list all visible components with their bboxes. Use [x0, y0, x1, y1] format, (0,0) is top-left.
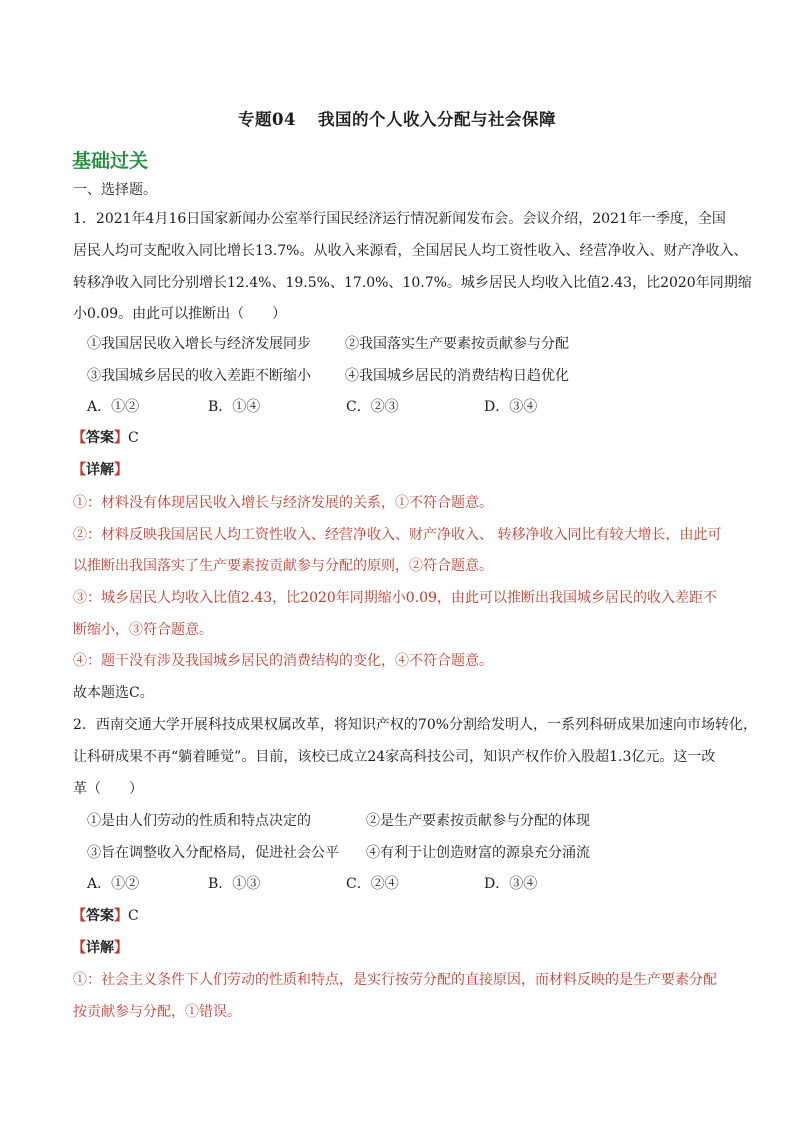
- q1-explain-1: ①：材料没有体现居民收入增长与经济发展的关系，①不符合题意。: [73, 495, 493, 511]
- q2-statement-2: ②是生产要素按贡献参与分配的体现: [366, 813, 590, 829]
- topic-code: 专题04: [238, 110, 296, 129]
- q2-answer-label: 答案: [86, 908, 114, 924]
- q1-statement-1: ①我国居民收入增长与经济发展同步: [87, 336, 311, 352]
- q1-option-d: D．③④: [484, 399, 538, 415]
- q2-option-b: B．①③: [208, 876, 261, 892]
- q1-explain-5: 断缩小，③符合题意。: [73, 622, 213, 638]
- q1-option-c: C．②③: [346, 399, 399, 415]
- q1-explain-6: ④：题干没有涉及我国城乡居民的消费结构的变化，④不符合题意。: [73, 653, 493, 669]
- q2-statement-4: ④有利于让创造财富的源泉充分涌流: [366, 845, 590, 861]
- q2-statement-1: ①是由人们劳动的性质和特点决定的: [87, 813, 311, 829]
- q2-stem-line-1: 2．西南交通大学开展科技成果权属改革，将知识产权的70%分割给发明人，一系列科研成果加速向市场转化，: [73, 717, 758, 733]
- q1-stem-line-2: 居民人均可支配收入同比增长13.7%。从收入来源看，全国居民人均工资性收入、经营净收入、财产净收入、: [73, 243, 748, 259]
- q2-detail: 【详解】: [72, 940, 128, 956]
- q1-stem-line-1: 1．2021年4月16日国家新闻办公室举行国民经济运行情况新闻发布会。会议介绍，2021年一季度，全国: [73, 211, 726, 227]
- q1-explain-2: ②：材料反映我国居民人均工资性收入、经营净收入、财产净收入、 转移净收入同比有较大增长，由此可: [73, 527, 722, 543]
- topic-title: 我国的个人收入分配与社会保障: [317, 110, 556, 129]
- q1-detail: 【详解】: [72, 462, 128, 478]
- q1-statement-4: ④我国城乡居民的消费结构日趋优化: [345, 368, 569, 384]
- q2-detail-label: 详解: [86, 940, 114, 956]
- q2-stem-line-3: 革（ ）: [73, 781, 143, 797]
- q1-answer-label: 答案: [86, 430, 114, 446]
- q2-option-a: A．①②: [87, 876, 140, 892]
- q2-answer-value: C: [128, 908, 139, 924]
- q1-statement-2: ②我国落实生产要素按贡献参与分配: [345, 336, 569, 352]
- q2-statement-3: ③旨在调整收入分配格局，促进社会公平: [87, 845, 339, 861]
- q1-explain-4: ③：城乡居民人均收入比值2.43，比2020年同期缩小0.09，由此可以推断出我国城乡居民的收入差距不: [73, 590, 717, 606]
- q2-explain-1: ①：社会主义条件下人们劳动的性质和特点，是实行按劳分配的直接原因，而材料反映的是生产要素分配: [73, 972, 717, 988]
- q1-statement-3: ③我国城乡居民的收入差距不断缩小: [87, 368, 311, 384]
- section-heading: 基础过关: [72, 150, 149, 172]
- q2-option-d: D．③④: [484, 876, 538, 892]
- q1-answer-value: C: [128, 430, 139, 446]
- q1-stem-line-4: 小0.09。由此可以推断出（ ）: [73, 306, 287, 322]
- q1-option-a: A．①②: [87, 399, 140, 415]
- q2-stem-line-2: 让科研成果不再“躺着睡觉”。目前，该校已成立24家高科技公司，知识产权作价入股超1.3亿元。这一改: [73, 749, 716, 765]
- q1-detail-label: 详解: [86, 462, 114, 478]
- q2-option-c: C．②④: [346, 876, 399, 892]
- q2-explain-2: 按贡献参与分配，①错误。: [73, 1004, 241, 1020]
- q1-stem-line-3: 转移净收入同比分别增长12.4%、19.5%、17.0%、10.7%。城乡居民人均收入比值2.43，比2020年同期缩: [73, 275, 752, 291]
- q1-answer: 【答案】C: [72, 430, 139, 446]
- part-heading: 一、选择题。: [73, 182, 157, 198]
- page-title: [0, 106, 794, 130]
- q2-answer: 【答案】C: [72, 908, 139, 924]
- q1-explain-3: 以推断出我国落实了生产要素按贡献参与分配的原则，②符合题意。: [73, 558, 493, 574]
- q1-conclusion: 故本题选C。: [73, 685, 154, 701]
- q1-option-b: B．①④: [208, 399, 261, 415]
